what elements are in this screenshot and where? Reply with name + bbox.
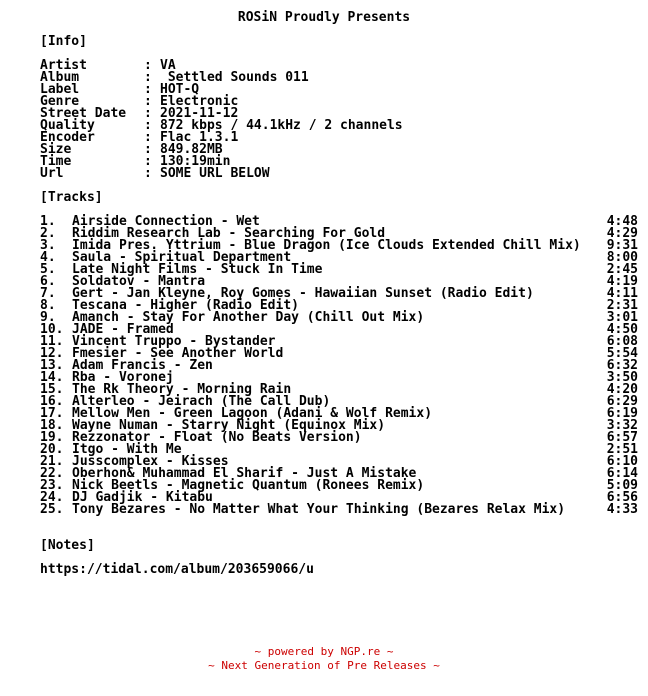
- track-title: Nick Beetls - Magnetic Quantum (Ronees Remix): [72, 478, 425, 493]
- info-value: VA: [160, 58, 176, 73]
- track-title: Amanch - Stay For Another Day (Chill Out Mix): [72, 310, 425, 325]
- track-number: 10.: [40, 322, 64, 337]
- track-duration: 8:00: [606, 250, 638, 265]
- track-title: Tony Bezares - No Matter What Your Thinking (Bezares Relax Mix): [72, 502, 566, 517]
- track-number: 12.: [40, 346, 64, 361]
- track-duration: 6:32: [606, 358, 638, 373]
- track-number: 2.: [40, 226, 56, 241]
- track-number: 19.: [40, 430, 64, 445]
- track-title: Wayne Numan - Starry Night (Equinox Mix): [72, 418, 386, 433]
- track-title: The Rk Theory - Morning Rain: [72, 382, 292, 397]
- track-duration: 6:29: [606, 394, 638, 409]
- track-duration: 9:31: [606, 238, 638, 253]
- track-duration: 5:09: [606, 478, 638, 493]
- info-key: Street Date: [40, 106, 127, 121]
- track-title: DJ Gadjik - Kitabu: [72, 490, 213, 505]
- info-value: SOME URL BELOW: [160, 166, 270, 181]
- track-number: 7.: [40, 286, 56, 301]
- track-number: 6.: [40, 274, 56, 289]
- track-title: Fmesier - See Another World: [72, 346, 284, 361]
- track-duration: 3:32: [606, 418, 638, 433]
- track-number: 20.: [40, 442, 64, 457]
- info-value: Settled Sounds 011: [160, 70, 309, 85]
- notes-url: https://tidal.com/album/203659066/u: [40, 562, 314, 577]
- track-number: 21.: [40, 454, 64, 469]
- track-duration: 4:29: [606, 226, 638, 241]
- track-duration: 4:11: [606, 286, 638, 301]
- track-title: JADE - Framed: [72, 322, 174, 337]
- track-title: Saula - Spiritual Department: [72, 250, 292, 265]
- info-key: Genre: [40, 94, 80, 109]
- track-number: 8.: [40, 298, 56, 313]
- track-duration: 4:20: [606, 382, 638, 397]
- track-duration: 2:31: [606, 298, 638, 313]
- info-key: Time: [40, 154, 72, 169]
- track-title: Gert - Jan Kleyne, Roy Gomes - Hawaiian Sunset (Radio Edit): [72, 286, 534, 301]
- track-number: 23.: [40, 478, 64, 493]
- track-number: 22.: [40, 466, 64, 481]
- info-separator: :: [144, 94, 152, 109]
- info-separator: :: [144, 154, 152, 169]
- info-value: 849.82MB: [160, 142, 223, 157]
- info-heading: [Info]: [40, 34, 87, 49]
- track-number: 18.: [40, 418, 64, 433]
- notes-heading: [Notes]: [40, 538, 95, 553]
- track-title: Adam Francis - Zen: [72, 358, 213, 373]
- track-title: Rezzonator - Float (No Beats Version): [72, 430, 362, 445]
- track-number: 14.: [40, 370, 64, 385]
- track-duration: 4:33: [606, 502, 638, 517]
- track-duration: 2:45: [606, 262, 638, 277]
- track-number: 4.: [40, 250, 56, 265]
- info-value: HOT-Q: [160, 82, 200, 97]
- track-number: 25.: [40, 502, 64, 517]
- track-title: Late Night Films - Stuck In Time: [72, 262, 323, 277]
- track-number: 15.: [40, 382, 64, 397]
- release-header: ROSiN Proudly Presents: [237, 10, 411, 25]
- footer-tagline: ~ Next Generation of Pre Releases ~: [208, 659, 440, 672]
- track-number: 16.: [40, 394, 64, 409]
- track-duration: 6:08: [606, 334, 638, 349]
- track-title: Vincent Truppo - Bystander: [72, 334, 276, 349]
- track-duration: 4:50: [606, 322, 638, 337]
- track-title: Oberhon& Muhammad El Sharif - Just A Mistake: [72, 466, 417, 481]
- track-number: 17.: [40, 406, 64, 421]
- track-title: Mellow Men - Green Lagoon (Adani & Wolf Remix): [72, 406, 433, 421]
- info-key: Artist: [40, 58, 87, 73]
- track-duration: 6:19: [606, 406, 638, 421]
- info-key: Quality: [40, 118, 95, 133]
- track-duration: 6:14: [606, 466, 638, 481]
- track-duration: 3:01: [606, 310, 638, 325]
- info-separator: :: [144, 142, 152, 157]
- info-value: 130:19min: [160, 154, 231, 169]
- info-separator: :: [144, 106, 152, 121]
- track-number: 11.: [40, 334, 64, 349]
- info-separator: :: [144, 130, 152, 145]
- track-title: Itgo - With Me: [72, 442, 182, 457]
- track-title: Alterleo - Jeirach (The Call Dub): [72, 394, 331, 409]
- track-number: 9.: [40, 310, 56, 325]
- track-number: 3.: [40, 238, 56, 253]
- track-title: Imida Pres. Yttrium - Blue Dragon (Ice Clouds Extended Chill Mix): [72, 238, 581, 253]
- track-duration: 4:48: [606, 214, 638, 229]
- track-duration: 3:50: [606, 370, 638, 385]
- info-separator: :: [144, 58, 152, 73]
- track-duration: 5:54: [606, 346, 638, 361]
- track-title: Soldatov - Mantra: [72, 274, 206, 289]
- track-title: Jusscomplex - Kisses: [72, 454, 229, 469]
- info-value: 872 kbps / 44.1kHz / 2 channels: [160, 118, 403, 133]
- track-number: 24.: [40, 490, 64, 505]
- track-title: Airside Connection - Wet: [72, 214, 260, 229]
- tracks-heading: [Tracks]: [40, 190, 103, 205]
- track-duration: 2:51: [606, 442, 638, 457]
- track-number: 1.: [40, 214, 56, 229]
- footer-powered-by: ~ powered by NGP.re ~: [254, 645, 394, 658]
- info-key: Size: [40, 142, 72, 157]
- info-key: Album: [40, 70, 80, 85]
- info-separator: :: [144, 70, 152, 85]
- info-value: Electronic: [160, 94, 239, 109]
- track-duration: 6:56: [606, 490, 638, 505]
- track-number: 5.: [40, 262, 56, 277]
- info-separator: :: [144, 118, 152, 133]
- track-title: Rba - Voronej: [72, 370, 174, 385]
- track-duration: 6:10: [606, 454, 638, 469]
- info-key: Url: [40, 166, 64, 181]
- track-number: 13.: [40, 358, 64, 373]
- info-separator: :: [144, 166, 152, 181]
- info-separator: :: [144, 82, 152, 97]
- info-value: 2021-11-12: [160, 106, 239, 121]
- track-duration: 6:57: [606, 430, 638, 445]
- track-title: Riddim Research Lab - Searching For Gold: [72, 226, 386, 241]
- track-title: Tescana - Higher (Radio Edit): [72, 298, 299, 313]
- info-value: Flac 1.3.1: [160, 130, 239, 145]
- track-duration: 4:19: [606, 274, 638, 289]
- info-key: Label: [40, 82, 80, 97]
- info-key: Encoder: [40, 130, 95, 145]
